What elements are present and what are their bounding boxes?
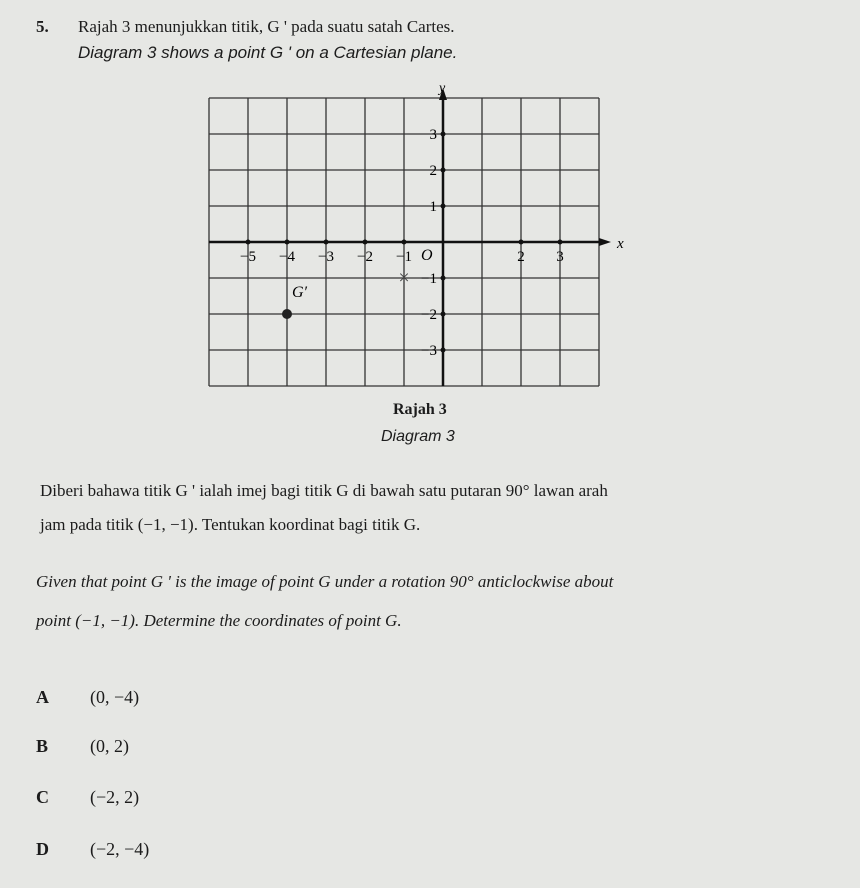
x-tick-label: −5: [240, 249, 256, 265]
x-tick: [285, 240, 290, 245]
option-letter: B: [36, 736, 49, 756]
x-tick: [246, 240, 251, 245]
malay-text-1: Diberi bahawa titik G ' ialah imej bagi titik G di bawah satu putaran 90° lawan arah: [40, 481, 608, 500]
option-b[interactable]: [36, 736, 129, 757]
point-g-prime: [282, 309, 292, 319]
y-tick: [441, 312, 446, 317]
y-tick-label: 2: [429, 163, 437, 179]
option-value: (0, −4): [90, 687, 140, 707]
option-value: (0, 2): [90, 736, 129, 756]
x-tick-label: −3: [318, 249, 334, 265]
option-value: (−2, −4): [90, 839, 150, 859]
rotation-centre-mark: ×: [398, 267, 410, 289]
y-tick: [441, 132, 446, 137]
y-axis-label: y: [439, 81, 446, 96]
malay-text-2: jam pada titik (−1, −1). Tentukan koordinat bagi titik G.: [40, 515, 421, 534]
x-tick: [558, 240, 563, 245]
x-tick: [324, 240, 329, 245]
x-tick-label: −4: [279, 249, 295, 265]
caption-malay: Rajah 3: [393, 401, 447, 418]
y-tick-label: −2: [421, 307, 437, 323]
y-tick-label: 3: [429, 127, 437, 143]
malay-intro: Rajah 3 menunjukkan titik, G ' pada suatu satah Cartes.: [78, 17, 455, 36]
option-letter: D: [36, 839, 49, 859]
english-text-1: Given that point G ' is the image of point G under a rotation 90° anticlockwise about: [36, 572, 614, 591]
option-letter: A: [36, 687, 49, 707]
y-tick-label: −1: [421, 271, 437, 287]
y-tick-label: −3: [421, 343, 437, 359]
y-tick: [441, 276, 446, 281]
x-tick-label: 3: [556, 249, 564, 265]
y-tick: [441, 204, 446, 209]
option-c[interactable]: [36, 787, 139, 808]
caption-english: Diagram 3: [381, 428, 455, 445]
x-tick-label: 2: [517, 249, 525, 265]
x-axis-arrow-icon: [599, 238, 611, 246]
option-value: (−2, 2): [90, 787, 140, 807]
y-tick: [441, 348, 446, 353]
y-tick-label: 1: [429, 199, 437, 215]
x-axis-label: x: [617, 236, 624, 252]
option-a[interactable]: [36, 687, 139, 708]
x-tick: [402, 240, 407, 245]
option-d[interactable]: [36, 839, 149, 860]
y-tick: [441, 168, 446, 173]
origin-label: O: [421, 247, 433, 264]
cartesian-plane: [195, 80, 635, 400]
x-tick: [519, 240, 524, 245]
x-tick-label: −2: [357, 249, 373, 265]
option-letter: C: [36, 787, 49, 807]
english-intro: Diagram 3 shows a point G ' on a Cartesian plane.: [78, 43, 458, 62]
point-label: G′: [292, 284, 308, 301]
question-number: 5.: [36, 17, 49, 36]
english-text-2: point (−1, −1). Determine the coordinates of point G.: [36, 611, 402, 630]
x-tick: [363, 240, 368, 245]
x-tick-label: −1: [396, 249, 412, 265]
